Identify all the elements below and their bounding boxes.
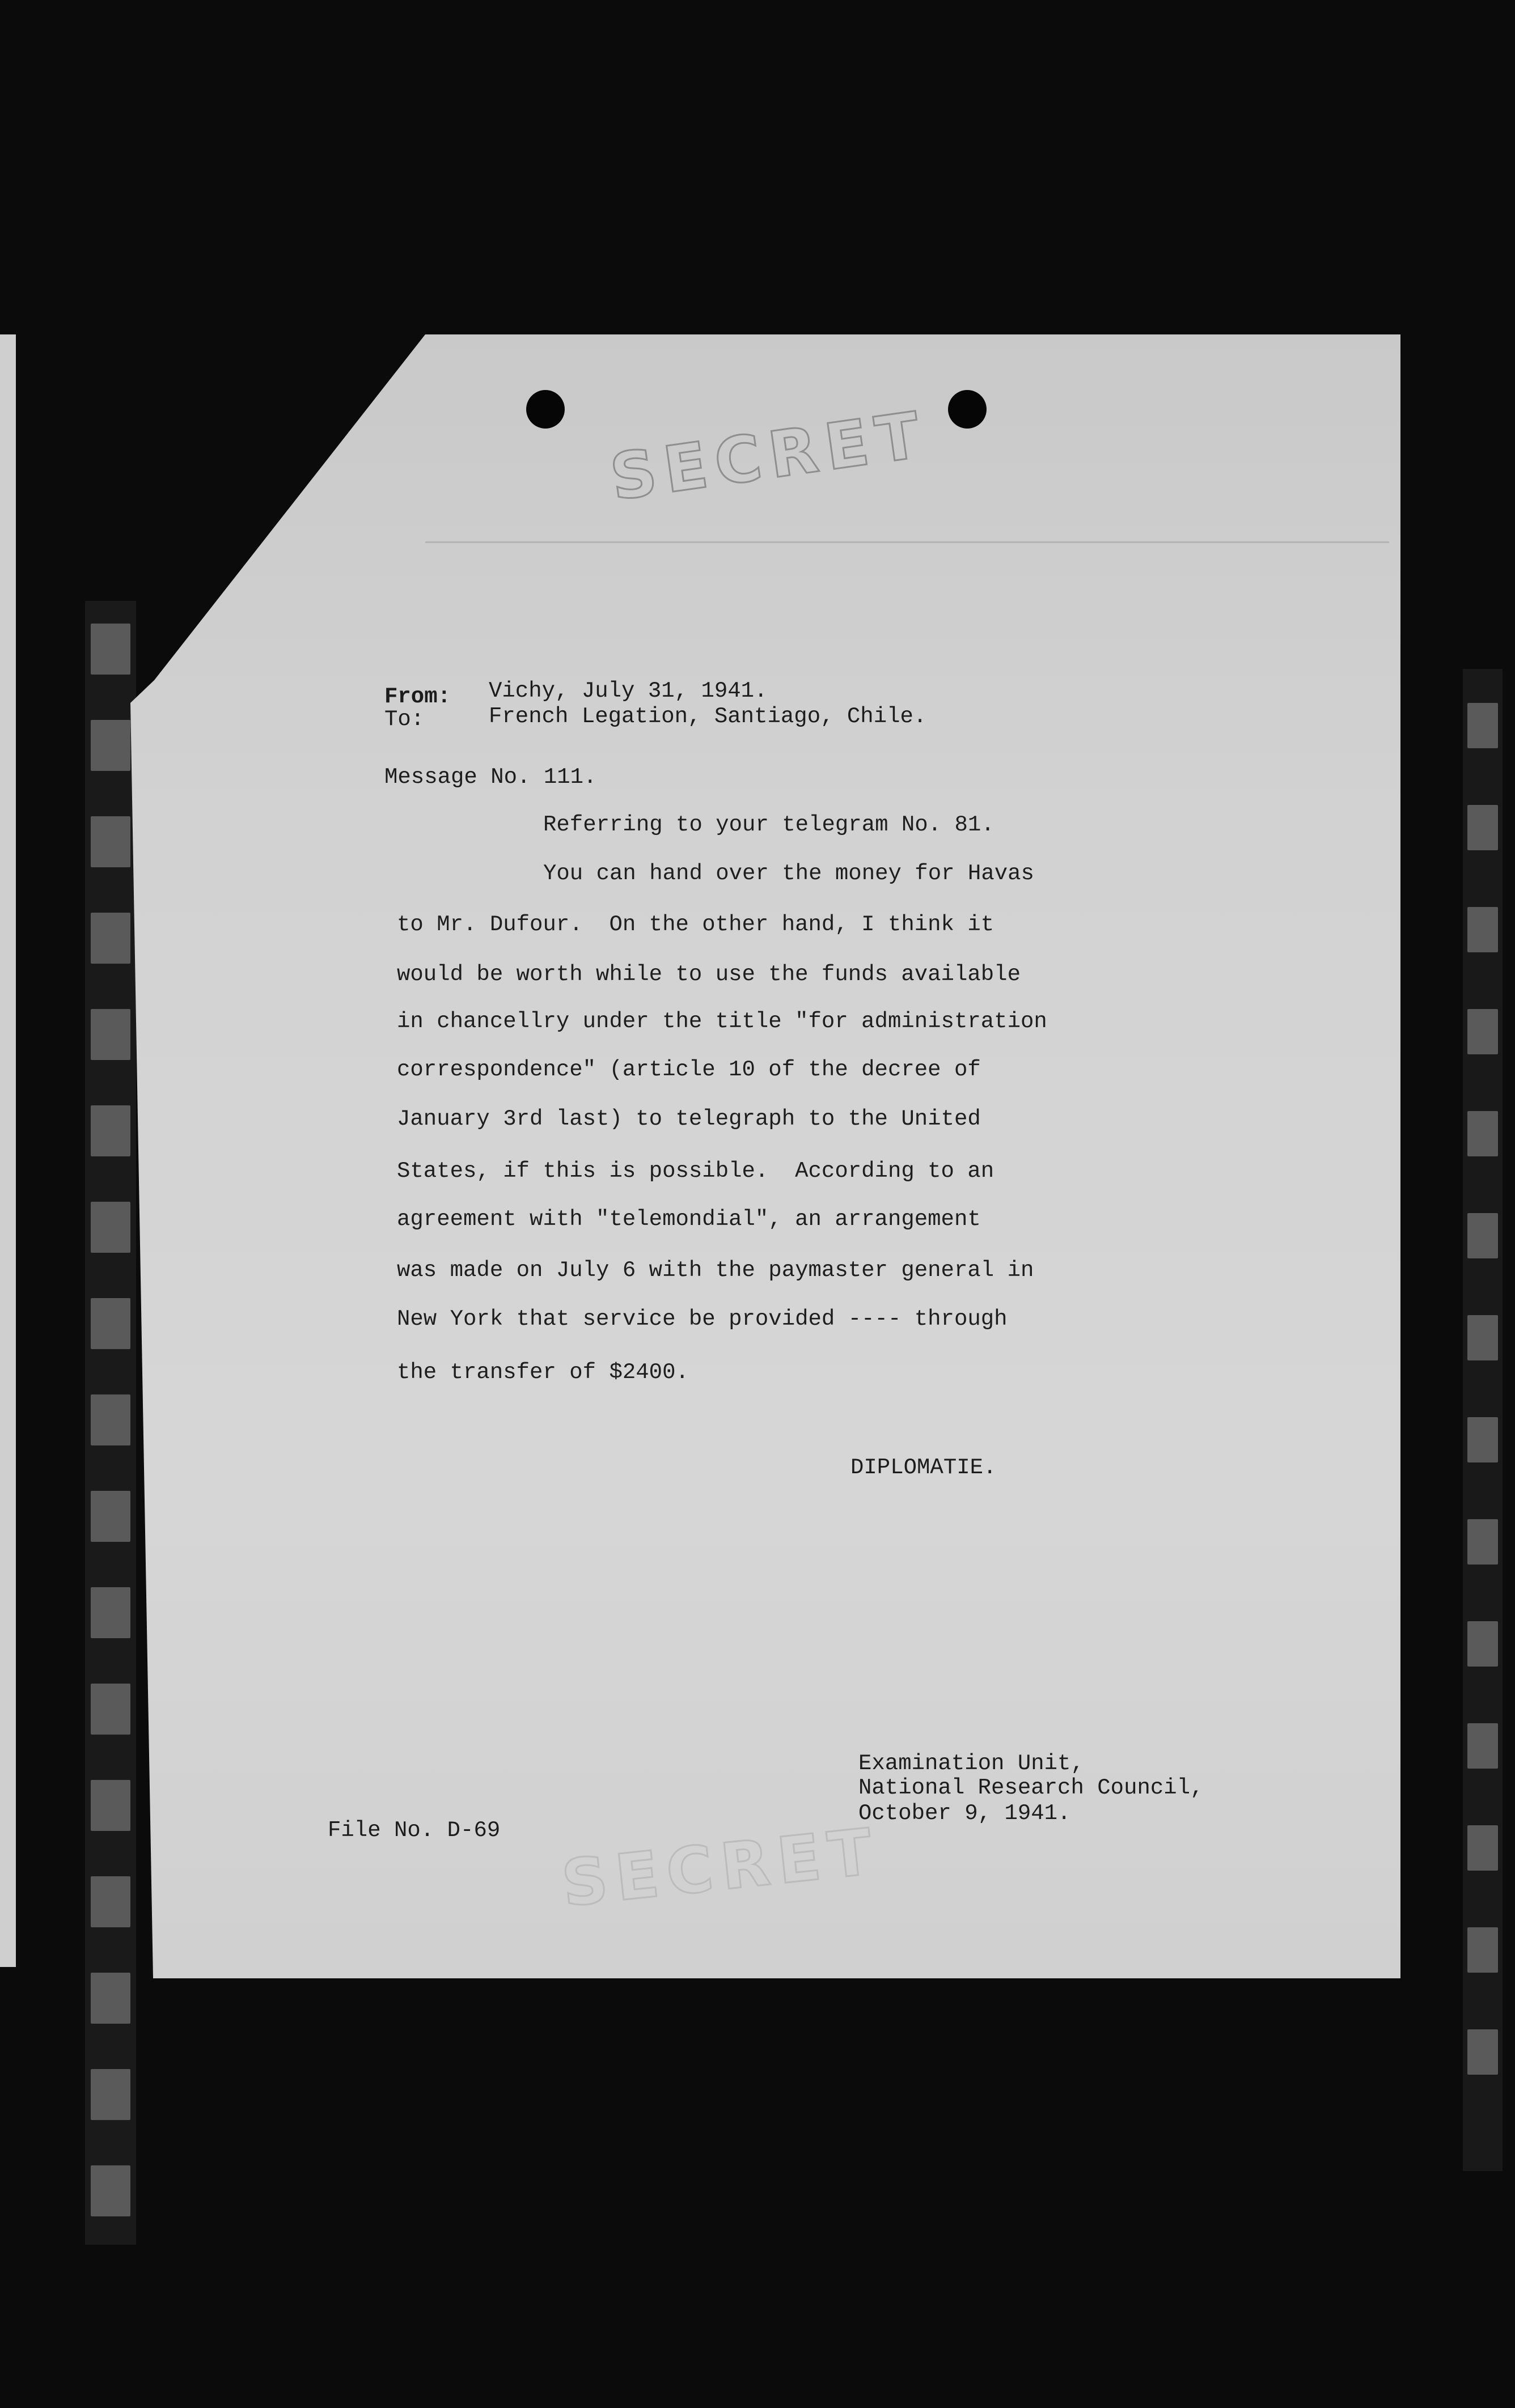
body-line: correspondence" (article 10 of the decree of: [397, 1057, 981, 1082]
adjacent-frame-edge: [0, 334, 16, 1967]
sprocket-hole: [91, 1780, 130, 1831]
body-line: agreement with "telemondial", an arrangement: [397, 1207, 981, 1232]
to-label: To:: [384, 707, 425, 732]
sprocket-hole: [1467, 703, 1498, 748]
file-number: File No. D-69: [328, 1818, 501, 1843]
to-value: French Legation, Santiago, Chile.: [489, 704, 927, 729]
sprocket-hole: [91, 1202, 130, 1253]
sprocket-hole: [91, 816, 130, 867]
sprocket-hole: [1467, 1315, 1498, 1360]
body-line: would be worth while to use the funds available: [397, 962, 1021, 987]
from-label: From:: [384, 684, 451, 709]
sprocket-hole: [1467, 1111, 1498, 1156]
sprocket-hole: [91, 1298, 130, 1349]
punch-hole-right: [948, 390, 987, 429]
sprocket-hole: [91, 1684, 130, 1735]
report-date: October 9, 1941.: [858, 1801, 1071, 1826]
sprocket-hole: [1467, 1009, 1498, 1054]
examination-unit-line: Examination Unit,: [858, 1751, 1084, 1776]
sprocket-hole: [91, 720, 130, 771]
sprocket-hole: [1467, 1723, 1498, 1769]
research-council-line: National Research Council,: [858, 1775, 1204, 1800]
sprocket-hole: [1467, 2029, 1498, 2075]
sprocket-hole: [91, 2165, 130, 2216]
body-line: States, if this is possible. According to an: [397, 1159, 995, 1184]
sprocket-hole: [91, 1973, 130, 2024]
body-line: Referring to your telegram No. 81.: [543, 812, 995, 837]
sprocket-hole: [91, 2069, 130, 2120]
body-line: was made on July 6 with the paymaster general in: [397, 1258, 1034, 1283]
sprocket-hole: [91, 913, 130, 964]
sprocket-hole: [1467, 805, 1498, 850]
from-value: Vichy, July 31, 1941.: [489, 679, 768, 703]
signature: DIPLOMATIE.: [850, 1455, 997, 1480]
sprocket-hole: [91, 1394, 130, 1445]
sprocket-hole: [1467, 1213, 1498, 1258]
sprocket-hole: [91, 1491, 130, 1542]
film-strip-left: [85, 601, 136, 2245]
sprocket-hole: [91, 624, 130, 675]
body-line: New York that service be provided ---- through: [397, 1307, 1008, 1332]
sprocket-hole: [1467, 1621, 1498, 1667]
punch-hole-left: [526, 390, 565, 429]
sprocket-hole: [91, 1587, 130, 1638]
body-line: January 3rd last) to telegraph to the United: [397, 1107, 981, 1131]
body-line: the transfer of $2400.: [397, 1360, 689, 1385]
sprocket-hole: [1467, 1519, 1498, 1565]
secret-stamp-top: SECRET: [606, 397, 932, 515]
sprocket-hole: [91, 1876, 130, 1927]
message-number: Message No. 111.: [384, 765, 597, 790]
document-sheet: [130, 334, 1400, 1978]
sprocket-hole: [1467, 1825, 1498, 1871]
sprocket-hole: [91, 1009, 130, 1060]
body-line: You can hand over the money for Havas: [543, 861, 1034, 886]
sprocket-hole: [91, 1105, 130, 1156]
film-strip-right: [1463, 669, 1503, 2171]
secret-stamp-bottom: SECRET: [558, 1814, 883, 1922]
sprocket-hole: [1467, 1927, 1498, 1973]
body-line: in chancellry under the title "for administration: [397, 1009, 1047, 1034]
body-line: to Mr. Dufour. On the other hand, I think it: [397, 912, 995, 937]
sprocket-hole: [1467, 1417, 1498, 1462]
sprocket-hole: [1467, 907, 1498, 952]
fold-crease: [425, 541, 1389, 543]
